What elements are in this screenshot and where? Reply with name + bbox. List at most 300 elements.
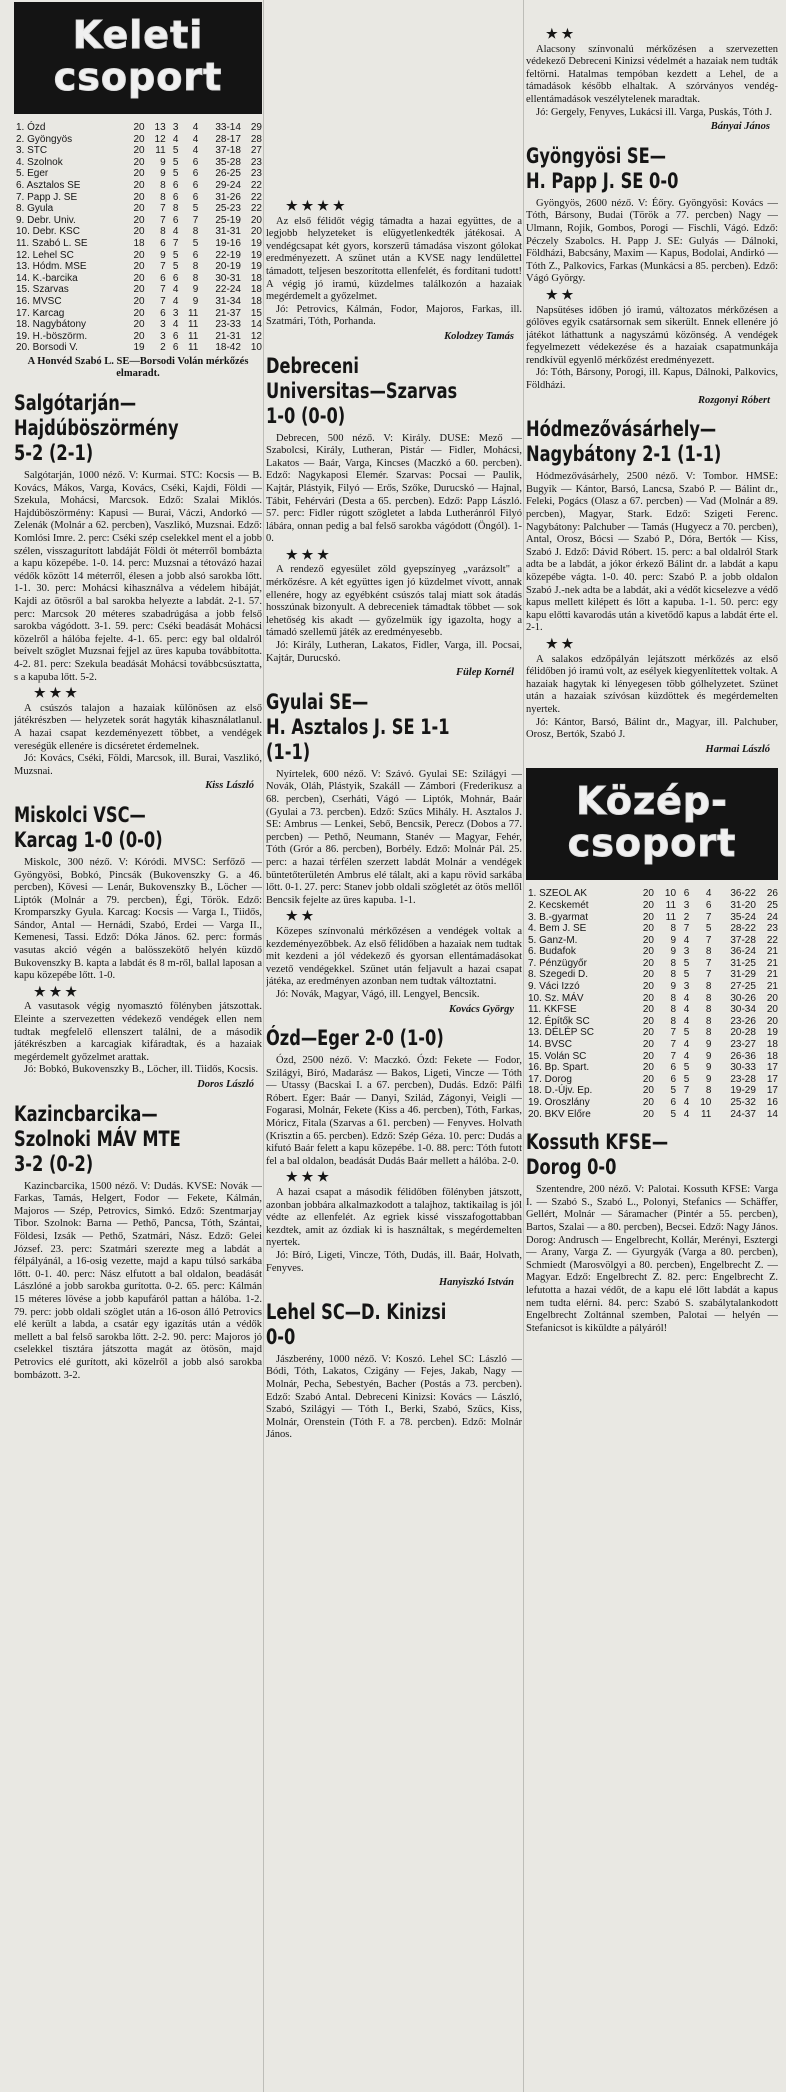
team-cell: 17. Karcag — [16, 307, 65, 319]
team-cell: 6. Asztalos SE — [16, 179, 81, 191]
team-cell: 1. SZEOL AK — [528, 888, 588, 900]
report-lehel: Jászberény, 1000 néző. V: Koszó. Lehel SC: László — Bódi, Tóth, Lakatos, Czigány — Fejes, Jakab, Nagy — Molnár, Pecha, Sebestyén, Bacher (Postás a 73. percben). Edző: Szabó Antal. Debreceni Kinizsi: Kovács — László, Szabó, Szilágyi — Tóth I., Berki, Szabó, Szűcs, Kiss, Molnár, Orenstein (Tóth F. a 78. percben). Edző: Molnár János. — [266, 1353, 522, 1441]
stat-cell: 29-24 — [215, 179, 241, 191]
stat-cell: 31-26 — [215, 191, 241, 203]
report-salgo: Salgótarján, 1000 néző. V: Kurmai. STC: Kocsis — B. Kovács, Mákos, Varga, Kovács, Cséki, Kajdi, Földi — Szekula, Mohácsi, Marcsok. Edző: Szalai Miklós. Hajdúböszörmény: Kapusi — Burai, Váczi, Andorkó — Zelenák (Molnár a 62. percben), Vaszlikó, Muzsnai. Edző: Komlósi Imre. 2. perc: Cséki szép cselekkel ment el a jobb szélen, visszagurított labdáját Földi öt méterről bombázta a kapu közepébe. 1-0. 14. perc: Muzsnai a tétovázó hazai védők között 14 méterről, élesen a jobb alsó sarokba lőtt. 1-1. 30. perc: Mohácsi kihasználva a védelem hibáját, Kajdi az ötösről a bal sarokba helyezte a labdát. 2-1. 57. perc: Marcsok 20 méteres szabadrúgása a jobb felső sarokba vágódott. 3-1. 59. perc: Cséki beadását Mohácsi közelről a hálóba fejelte. 4-1. 65. perc: egy bal oldalról beívelt szöglet Muzsnai fejjel az üres kapuba továbbította. 4-2. 81. perc: Szekula beadását Mohácsi továbbcsúsztatta, s a kapuba lőtt. 5-2. — [14, 470, 262, 683]
stat-cell: 20 — [642, 1097, 654, 1108]
stat-cell: 5 — [192, 237, 199, 249]
stat-cell: 36-24 — [730, 946, 756, 958]
stat-cell: 23-27 — [730, 1039, 756, 1051]
stat-cell: 7 — [670, 1027, 677, 1039]
standings-row — [526, 969, 778, 981]
stat-cell: 11 — [187, 307, 199, 319]
stat-cell: 8 — [705, 1085, 712, 1097]
stat-cell: 3 — [172, 307, 179, 319]
stat-cell: 8 — [160, 226, 166, 238]
rating-stars: ★★★★ — [286, 198, 349, 213]
stat-cell: 16 — [766, 1097, 778, 1108]
stat-cell: 11 — [187, 319, 199, 331]
stat-cell: 20 — [642, 1050, 654, 1062]
author-gyongyos: Rozgonyi Róbert — [697, 394, 770, 406]
column-2 — [266, 0, 522, 2092]
stat-cell: 7 — [683, 1085, 690, 1097]
eval-gyongyos: Napsütéses időben jó iramú, változatos mérkőzésen a gólöves egyik csatársornak sem sikerült. Ennek ellenére jó játékot láthattunk a nagyszámú közönség. A vendégek fegyelmezett védekezése és a hazaiak csapatmunkája rendkívül egyenlő mérkőzést eredményezett. — [526, 304, 778, 366]
stat-cell: 20-28 — [730, 1027, 756, 1039]
standings-row — [14, 273, 262, 285]
standings-row — [526, 1039, 778, 1051]
stat-cell: 2 — [683, 911, 690, 923]
stat-cell: 20 — [642, 1062, 654, 1074]
team-cell: 20. Borsodi V. — [16, 342, 78, 354]
stat-cell: 30-33 — [730, 1062, 756, 1074]
standings-row — [526, 993, 778, 1005]
stat-cell: 11 — [155, 145, 166, 157]
stat-cell: 17 — [766, 1073, 778, 1085]
stat-cell: 20 — [133, 319, 145, 331]
stat-cell: 31-25 — [730, 957, 756, 969]
team-cell: 5. Ganz-M. — [528, 934, 578, 946]
stat-cell: 20 — [766, 992, 778, 1004]
stat-cell: 37-18 — [215, 145, 241, 157]
stat-cell: 17 — [766, 1062, 778, 1074]
report-ozd: Ózd, 2500 néző. V: Maczkó. Ózd: Fekete — Fodor, Szilágyi, Bíró, Madarász — Bakos, Ligeti, Vincze — Tóth — Utassy (Bacskai I. a 67. percben), Dudás. Edző: Pálfi Róbert. Eger: Baár — Danyi, Szilád, Zágonyi, Veigli — Fogarasi, Molnár, Fekete (Kiss a 46. percben), Tóth, Farkas, Móricz, Fitala (Szarvas a 61. percben) — Fenyves. Holvath (Krisztin a 65. percben). Edző: Szép Géza. 10. perc: Dudás a kifutó Baár felett a kapu közepébe. 1-0. 88. perc: Tóth futott fel a bal oldalon, beadását Dudás Baár mellett a hálóba. 2-0. — [266, 1055, 522, 1167]
team-cell: 6. Budafok — [528, 946, 576, 958]
team-cell: 8. Szegedi D. — [528, 969, 589, 981]
standings-row — [526, 1027, 778, 1039]
stat-cell: 20 — [642, 911, 654, 923]
author-hodmezo: Harmai László — [705, 743, 770, 755]
stat-cell: 26-36 — [730, 1050, 756, 1062]
stat-cell: 23-33 — [215, 319, 241, 331]
stat-cell: 4 — [192, 122, 199, 133]
team-cell: 14. K.-barcika — [16, 272, 78, 284]
stat-cell: 30-31 — [215, 272, 241, 284]
stat-cell: 33-14 — [215, 122, 241, 133]
team-cell: 7. Papp J. SE — [16, 191, 78, 203]
stat-cell: 9 — [160, 168, 166, 180]
report-hodmezo: Hódmezővásárhely, 2500 néző. V: Tombor. HMSE: Bugyik — Kántor, Barsó, Lancsa, Szabó P. — Bálint dr., Feleki, Pogács (Olasz a 67. percben) — Vad (Molnár a 89. percben), Magyar, Stark. Edző: Szigeti Ferenc. Nagybátony: Palchuber — Tamás (Hugyecz a 70. percben), Antal, Orosz, Bócsi — Szabó P., Dóra, Bertók — Kiss, Szabó J. Edző: Dávid Róbert. 15. perc: a bal oldalról Stark adta be a labdát, a jókor érkező Bálint dr. a labdát a kapu közepébe vágta. 1-0. 40. perc: Szabó P. a jobb oldalon Szabó J.-nek adta be a labdát, aki a védőt kicselezve a védő kapus mellett kilépett és lőtt a kapuba. 1-1. 50. perc: egy kapu előtti kavarodás után a kivetődő kapus a labdát érte el. 2-1. — [526, 471, 778, 634]
stat-cell: 8 — [705, 1004, 712, 1016]
stat-cell: 8 — [192, 272, 199, 284]
stat-cell: 26-25 — [215, 168, 241, 180]
stat-cell: 35-28 — [215, 156, 241, 168]
stat-cell: 9 — [705, 1073, 712, 1085]
stat-cell: 3 — [160, 330, 166, 342]
headline-salgo: Salgótarján— Hajdúböszörmény 5-2 (2-1) — [14, 391, 179, 466]
team-cell: 19. H.-böszörm. — [16, 330, 88, 342]
stat-cell: 8 — [670, 1004, 677, 1016]
stat-cell: 5 — [172, 249, 179, 261]
eval-miskolc: A vasutasok végig nyomasztó fölényben játszottak. Eleinte a szervezetten védekező vendégek ellen nem tudtak megfelelő ellenszert találni, de a második játékrészben a karcagiak kifáradtak, és a hazaiak megérdemelt győzelmet arattak. — [14, 1001, 262, 1063]
standings-row — [14, 342, 262, 354]
standings-row — [14, 226, 262, 238]
team-cell: 4. Bem J. SE — [528, 923, 587, 935]
stat-cell: 6 — [192, 156, 199, 168]
stat-cell: 7 — [670, 1050, 677, 1062]
stat-cell: 28-22 — [730, 923, 756, 935]
team-cell: 3. STC — [16, 145, 48, 157]
stat-cell: 6 — [670, 1097, 677, 1108]
stat-cell: 8 — [705, 946, 712, 958]
team-cell: 17. Dorog — [528, 1073, 572, 1085]
standings-row — [14, 308, 262, 320]
stat-cell: 20-19 — [215, 261, 241, 273]
standings-row — [526, 1004, 778, 1016]
stat-cell: 7 — [705, 911, 712, 923]
stat-cell: 18 — [766, 1050, 778, 1062]
standings-row — [14, 180, 262, 192]
team-cell: 16. MVSC — [16, 295, 62, 307]
stat-cell: 20 — [133, 261, 145, 273]
stat-cell: 6 — [160, 307, 166, 319]
stat-cell: 25-32 — [730, 1097, 756, 1108]
team-cell: 14. BVSC — [528, 1039, 572, 1051]
stat-cell: 8 — [160, 191, 166, 203]
standings-row — [526, 1085, 778, 1097]
stat-cell: 5 — [172, 261, 179, 273]
team-cell: 9. Váci Izzó — [528, 981, 580, 993]
standings-row — [526, 923, 778, 935]
stat-cell: 4 — [172, 133, 179, 145]
stat-cell: 5 — [670, 1108, 677, 1120]
stat-cell: 20 — [642, 899, 654, 911]
stat-cell: 20 — [133, 295, 145, 307]
stat-cell: 8 — [172, 203, 179, 215]
stat-cell: 8 — [160, 179, 166, 191]
stat-cell: 9 — [670, 946, 677, 958]
team-cell: 1. Ózd — [16, 122, 46, 133]
stat-cell: 7 — [670, 1039, 677, 1051]
kozep-standings — [526, 888, 778, 1120]
best-ozd: Jó: Bíró, Ligeti, Vincze, Tóth, Dudás, ill. Baár, Holvath, Fenyves. — [266, 1250, 522, 1274]
stat-cell: 20 — [766, 1015, 778, 1027]
stat-cell: 19-29 — [730, 1085, 756, 1097]
stat-cell: 20 — [642, 969, 654, 981]
stat-cell: 15 — [250, 307, 262, 319]
best-gyulai: Jó: Novák, Magyar, Vágó, ill. Lengyel, Bencsik. — [276, 988, 480, 1000]
headline-ozd: Ózd—Eger 2-0 (1-0) — [266, 1026, 444, 1051]
stat-cell: 5 — [705, 923, 712, 935]
stat-cell: 4 — [683, 1050, 690, 1062]
stat-cell: 8 — [670, 923, 677, 935]
stat-cell: 31-34 — [215, 295, 241, 307]
stat-cell: 6 — [670, 1073, 677, 1085]
headline-debrecen: Debreceni Universitas—Szarvas 1-0 (0-0) — [266, 353, 458, 428]
standings-row — [14, 250, 262, 262]
stat-cell: 7 — [160, 214, 166, 226]
stat-cell: 9 — [705, 1050, 712, 1062]
team-cell: 13. DÉLÉP SC — [528, 1027, 594, 1039]
stat-cell: 11 — [700, 1108, 712, 1120]
stat-cell: 7 — [160, 203, 166, 215]
stat-cell: 17 — [766, 1085, 778, 1097]
standings-row — [14, 238, 262, 250]
stat-cell: 8 — [705, 981, 712, 993]
standings-row — [14, 261, 262, 273]
stat-cell: 5 — [683, 969, 690, 981]
stat-cell: 20 — [133, 272, 145, 284]
keleti-standings — [14, 122, 262, 354]
stat-cell: 6 — [172, 179, 179, 191]
stat-cell: 18-42 — [215, 342, 241, 354]
stat-cell: 20 — [250, 214, 262, 226]
stat-cell: 20 — [642, 1004, 654, 1016]
stat-cell: 35-24 — [730, 911, 756, 923]
stat-cell: 6 — [192, 168, 199, 180]
stat-cell: 2 — [160, 342, 166, 354]
stat-cell: 19 — [250, 249, 262, 261]
best-salgo: Jó: Kovács, Cséki, Földi, Marcsok, ill. Burai, Vaszlikó, Muzsnai. — [14, 753, 262, 777]
stat-cell: 25 — [766, 899, 778, 911]
stat-cell: 11 — [665, 899, 677, 911]
stat-cell: 22-24 — [215, 284, 241, 296]
stat-cell: 20 — [133, 284, 145, 296]
report-debrecen: Debrecen, 500 néző. V: Király. DUSE: Mező — Szabolcsi, Király, Lutheran, Pistár — Fidler, Mohácsi, Lakatos — Baár, Varga, Kincses (Maczkó a 60. percben). Edző: Nagykaposi Elemér. Szarvas: Pocsai — Paulik, Kajtár, Plástyik, Filyó — Erős, Szőke, Durucskó — Hajnal, Tábit, Fehérvári (Desta a 65. percben). Edző: Papp László. 57. perc: Fidler rúgott szögletet a labda Lutheránról Filyó lábára, onnan pedig a bal felső sarokba vágódott (Öngól). 1-0. — [266, 432, 522, 545]
stat-cell: 5 — [192, 203, 199, 215]
stat-cell: 6 — [160, 237, 166, 249]
stat-cell: 18 — [133, 237, 145, 249]
stat-cell: 20 — [642, 934, 654, 946]
stat-cell: 4 — [705, 888, 712, 900]
headline-lehel: Lehel SC—D. Kinizsi 0-0 — [266, 1299, 447, 1349]
stat-cell: 20 — [133, 226, 145, 238]
team-cell: 10. Sz. MÁV — [528, 992, 584, 1004]
stat-cell: 20 — [766, 1004, 778, 1016]
stat-cell: 5 — [172, 156, 179, 168]
stat-cell: 12 — [154, 133, 166, 145]
stat-cell: 31-29 — [730, 969, 756, 981]
stat-cell: 6 — [172, 214, 179, 226]
team-cell: 18. Nagybátony — [16, 319, 87, 331]
standings-row — [526, 946, 778, 958]
stat-cell: 9 — [192, 284, 199, 296]
stat-cell: 9 — [192, 295, 199, 307]
standings-row — [14, 331, 262, 343]
stat-cell: 23 — [250, 168, 262, 180]
stat-cell: 11 — [187, 330, 199, 342]
stat-cell: 3 — [172, 122, 179, 133]
stat-cell: 20 — [642, 888, 654, 900]
headline-kazinc: Kazincbarcika— Szolnoki MÁV MTE 3-2 (0-2) — [14, 1101, 181, 1176]
author-kazinc: Kolodzey Tamás — [444, 330, 514, 342]
stat-cell: 7 — [160, 295, 166, 307]
stat-cell: 18 — [250, 272, 262, 284]
stat-cell: 21 — [766, 957, 778, 969]
eval-ozd: A hazai csapat a második félidőben fölényben játszott, azonban jobbára alkalmazkodott a talajhoz, taktikailag is jól védte az ellenfelét. Az egriek kissé visszafogottabban kezdtek, amit az ózdiak ki is használtak, s megérdemelten nyertek. — [266, 1187, 522, 1249]
standings-row — [526, 1097, 778, 1109]
stat-cell: 6 — [172, 272, 179, 284]
team-cell: 11. KKFSE — [528, 1004, 577, 1016]
stat-cell: 20 — [642, 1015, 654, 1027]
best-kazinc: Jó: Petrovics, Kálmán, Fodor, Majoros, Farkas, ill. Szatmári, Tóth, Porhanda. — [266, 303, 522, 328]
standings-row — [14, 319, 262, 331]
stat-cell: 27-25 — [730, 981, 756, 993]
stat-cell: 7 — [705, 957, 712, 969]
stat-cell: 4 — [683, 934, 690, 946]
stat-cell: 22 — [250, 179, 262, 191]
stat-cell: 6 — [705, 899, 712, 911]
stat-cell: 19 — [133, 342, 145, 354]
standings-row — [526, 958, 778, 970]
stat-cell: 6 — [172, 191, 179, 203]
stat-cell: 4 — [172, 319, 179, 331]
stat-cell: 4 — [683, 992, 690, 1004]
rating-stars: ★★★ — [34, 983, 81, 999]
stat-cell: 21-31 — [215, 330, 241, 342]
stat-cell: 23-26 — [730, 1015, 756, 1027]
stat-cell: 9 — [160, 156, 166, 168]
stat-cell: 5 — [683, 957, 690, 969]
stat-cell: 11 — [665, 911, 677, 923]
stat-cell: 20 — [642, 1039, 654, 1051]
stat-cell: 4 — [172, 295, 179, 307]
stat-cell: 22 — [250, 191, 262, 203]
stat-cell: 24 — [766, 911, 778, 923]
stat-cell: 10 — [250, 342, 262, 354]
stat-cell: 4 — [683, 1004, 690, 1016]
stat-cell: 19 — [766, 1027, 778, 1039]
stat-cell: 20 — [133, 179, 145, 191]
stat-cell: 5 — [683, 1073, 690, 1085]
stat-cell: 20 — [133, 133, 145, 145]
stat-cell: 6 — [192, 249, 199, 261]
eval-gyulai: Közepes színvonalú mérkőzésen a vendégek voltak a kezdeményezőbbek. Az első félidőben a hazaiak nem tudtak mit kezdeni a jól védekező és gyorsan ellentámadásokat vezető vendégekkel. Szünet után feljavult a hazai csapat játéka, az eredményen azonban nem tudtak változtatni. — [266, 925, 522, 988]
stat-cell: 20 — [133, 156, 145, 168]
rating-stars: ★★★ — [34, 685, 81, 701]
stat-cell: 4 — [683, 1015, 690, 1027]
best-hodmezo: Jó: Kántor, Barsó, Bálint dr., Magyar, ill. Palchuber, Orosz, Bertók, Szabó J. — [526, 716, 778, 741]
stat-cell: 7 — [192, 214, 199, 226]
stat-cell: 5 — [670, 1085, 677, 1097]
stat-cell: 22 — [250, 203, 262, 215]
standings-row — [526, 1109, 778, 1121]
report-miskolc: Miskolc, 300 néző. V: Kóródi. MVSC: Serfőző — Gyöngyösi, Bobkó, Pincsák (Bukovenszky G. a 46. percben), Kövesi — Lenár, Bukovenszky B., Löcher — Liptók (Molnár a 79. percben), Égi, Török. Edző: Kromparszky Gyula. Karcag: Kocsis — Varga I., Tiidős, Sándor, Antal — Hernádi, Szabó, Erdei — Varga II., Kemenesi, Tassi. Edző: Dóka János. 62. perc: formás vasutas akció végén a balösszekötő helyén küzdő Bukovenszky B. kapta a labdát és 8 m-ről, ballal laposan a kapu közepébe lőtt. 1-0. — [14, 856, 262, 982]
eval-debrecen: A rendező egyesület zöld gyepszínyeg „varázsolt" a mérkőzésre. A két együttes igen jó küzdelmet vívott, annak ellenére, hogy az egyébként csúszós talaj miatt sok átadás hosszúnak bizonyult. A debreceniek támadtak többet — sok lehetőség kis akadt — győzelmük így igazolta, hogy a támadó szellemű játék az eredményesebb. — [266, 564, 522, 639]
stat-cell: 20 — [642, 1027, 654, 1039]
stat-cell: 20 — [133, 168, 145, 180]
team-cell: 10. Debr. KSC — [16, 226, 80, 238]
stat-cell: 8 — [705, 1015, 712, 1027]
stat-cell: 20 — [642, 1108, 654, 1120]
stat-cell: 8 — [670, 969, 677, 981]
keleti-banner — [14, 2, 262, 114]
stat-cell: 8 — [192, 226, 199, 238]
best-lehel: Jó: Gergely, Fenyves, Lukácsi ill. Varga, Puskás, Tóth J. — [536, 106, 772, 118]
stat-cell: 3 — [683, 981, 690, 993]
stat-cell: 10 — [664, 888, 677, 900]
stat-cell: 7 — [172, 237, 179, 249]
stat-cell: 19 — [250, 237, 262, 249]
stat-cell: 30-34 — [730, 1004, 756, 1016]
stat-cell: 10 — [700, 1097, 712, 1108]
stat-cell: 20 — [642, 946, 654, 958]
stat-cell: 18 — [250, 284, 262, 296]
standings-row — [14, 168, 262, 180]
stat-cell: 3 — [160, 319, 166, 331]
stat-cell: 7 — [160, 284, 166, 296]
author-gyulai: Kovács György — [448, 1003, 514, 1015]
stat-cell: 8 — [705, 992, 712, 1004]
stat-cell: 3 — [683, 946, 690, 958]
standings-row — [14, 192, 262, 204]
stat-cell: 8 — [670, 992, 677, 1004]
banner-line: Közép- — [576, 779, 728, 824]
author-miskolc: Doros László — [197, 1079, 254, 1090]
stat-cell: 14 — [250, 319, 262, 331]
stat-cell: 20 — [642, 1073, 654, 1085]
standings-row — [14, 296, 262, 308]
stat-cell: 4 — [192, 133, 199, 145]
stat-cell: 23 — [250, 156, 262, 168]
best-gyongyos: Jó: Tóth, Bársony, Porogi, ill. Kapus, Dálnoki, Palkovics, Földházi. — [526, 367, 778, 392]
best-miskolc: Jó: Bobkó, Bukovenszky B., Löcher, ill. Tiidős, Kocsis. — [24, 1064, 259, 1076]
banner-line: Keleti — [72, 13, 204, 57]
stat-cell: 6 — [683, 888, 690, 900]
stat-cell: 7 — [160, 261, 166, 273]
stat-cell: 9 — [160, 249, 166, 261]
stat-cell: 37-28 — [730, 934, 756, 946]
stat-cell: 19 — [250, 261, 262, 273]
standings-row — [526, 1062, 778, 1074]
eval-kazinc: Az első félidőt végig támadta a hazai együttes, de a legjobb helyzeteket is elügyetlenkedték játékosai. A vendégcsapat két gyors, korszerű támadása viszont gólokat eredményezett. A szünet után a KVSE nagy lendülettel támadott, teljesen beszorította ellenfelét, és fordítani tudott! A végig jó iramú, küzdelmes találkozón a hazaiak megérdemelt a győzelmet. — [266, 215, 522, 303]
eval-hodmezo: A salakos edzőpályán lejátszott mérkőzés az első félidőben jó iramú volt, az esélyek kiegyenlítettek voltak. A hazaiak hagytak ki lényegesen több gólhelyzetet. Szünet után a hazaiak szívósan küzdöttek és megérdemelten nyertek. — [526, 653, 778, 715]
stat-cell: 8 — [670, 1015, 677, 1027]
standings-row — [526, 1016, 778, 1028]
team-cell: 12. Lehel SC — [16, 249, 74, 261]
rating-stars: ★★ — [546, 635, 578, 651]
stat-cell: 29 — [250, 122, 262, 133]
team-cell: 16. Bp. Spart. — [528, 1062, 590, 1074]
standings-row — [14, 215, 262, 227]
stat-cell: 8 — [670, 957, 677, 969]
stat-cell: 31-20 — [730, 899, 756, 911]
rating-stars: ★★★ — [286, 546, 333, 562]
stat-cell: 27 — [250, 145, 262, 157]
standings-row — [526, 1074, 778, 1086]
stat-cell: 7 — [705, 934, 712, 946]
team-cell: 8. Gyula — [16, 203, 54, 215]
team-cell: 11. Szabó L. SE — [16, 237, 88, 249]
stat-cell: 25-23 — [215, 203, 241, 215]
stat-cell: 4 — [683, 1097, 690, 1108]
banner-line: csoport — [53, 55, 223, 99]
stat-cell: 20 — [642, 992, 654, 1004]
stat-cell: 36-22 — [730, 888, 756, 900]
stat-cell: 5 — [172, 145, 179, 157]
stat-cell: 9 — [670, 981, 677, 993]
report-gyongyos: Gyöngyös, 2600 néző. V: Éőry. Gyöngyösi: Kovács — Tóth, Bársony, Budai (Török a 77. percben) Nagy — Ulmann, Rojik, Gombos, Porogi — Fischli, Vágó. Edző: Péczely Szabolcs. H. Papp J. SE: Gulyás — Dálnoki, Földházi, Babcsány, Maxim — Kapus, Bodolai, Andirkó — Tóth Z., Palkovics, Farkas (Munkácsi a 85. percben). Edző: Vágó György. — [526, 197, 778, 285]
stat-cell: 9 — [705, 1039, 712, 1051]
stat-cell: 20 — [133, 203, 145, 215]
stat-cell: 6 — [160, 272, 166, 284]
team-cell: 9. Debr. Univ. — [16, 214, 76, 226]
stat-cell: 4 — [172, 284, 179, 296]
keleti-note: A Honvéd Szabó L. SE—Borsodi Volán mérkőzés elmaradt. — [27, 355, 249, 380]
stat-cell: 21-37 — [215, 307, 241, 319]
standings-row — [526, 981, 778, 993]
headline-hodmezo: Hódmezővásárhely— Nagybátony 2-1 (1-1) — [526, 417, 722, 467]
stat-cell: 28 — [250, 133, 262, 145]
kozep-banner — [526, 768, 778, 880]
rating-stars: ★★★ — [286, 1169, 333, 1185]
stat-cell: 20 — [642, 957, 654, 969]
stat-cell: 11 — [187, 342, 199, 354]
team-cell: 2. Gyöngyös — [16, 133, 73, 145]
stat-cell: 21 — [766, 969, 778, 981]
stat-cell: 20 — [133, 330, 145, 342]
best-debrecen: Jó: Király, Lutheran, Lakatos, Fidler, Varga, ill. Pocsai, Kajtár, Durucskó. — [266, 640, 522, 664]
standings-row — [14, 122, 262, 134]
